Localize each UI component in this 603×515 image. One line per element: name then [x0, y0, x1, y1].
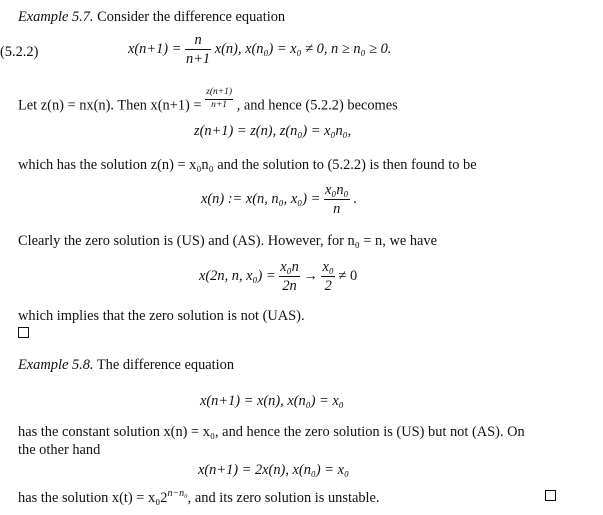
substitution-tail: , and hence (5.2.2) becomes [236, 97, 398, 114]
limit-lhs: x(2n, n, x₀) = [199, 268, 276, 285]
example-label: Example 5.7. [18, 9, 94, 25]
end-qed-square-icon [545, 490, 556, 504]
example-5-7-heading [18, 10, 285, 24]
solution-period: . [353, 191, 357, 208]
limit-equation [199, 260, 357, 294]
limit-fraction-2 [321, 260, 334, 294]
implies-text: which implies that the zero solution is not (UAS). [18, 308, 305, 324]
equation-number: (5.2.2) [0, 44, 39, 60]
substitution-fraction-numerator: z(n+1) [205, 88, 233, 100]
limit-arrow: → [303, 268, 318, 285]
substitution-text: Let z(n) = nx(n). Then x(n+1) = [18, 97, 202, 114]
eq-fraction-denominator: n+1 [186, 51, 211, 68]
limit-fraction-1 [279, 260, 300, 294]
solution-lhs: x(n) := x(n, n₀, x₀) = [201, 191, 321, 208]
final-text-start: has the solution x(t) = x₀2 [18, 490, 168, 506]
limit-fraction-2-denominator: 2 [324, 278, 332, 295]
eq-rhs: x(n), x(n₀) = x₀ ≠ 0, n ≥ n₀ ≥ 0. [214, 41, 392, 58]
final-text-end: , and its zero solution is unstable. [187, 490, 380, 506]
example-label: Example 5.8. [18, 357, 94, 373]
example-intro: The difference equation [96, 357, 235, 373]
substitution-fraction-denominator: n+1 [211, 99, 228, 110]
substitution-line [18, 88, 398, 113]
solution-fraction-numerator: x₀n₀ [324, 183, 350, 200]
doubling-equation: x(n+1) = 2x(n), x(n₀) = x₀ [198, 462, 350, 478]
limit-fraction-1-numerator: x₀n [279, 260, 300, 277]
solution-equation [201, 183, 357, 217]
final-text [18, 489, 380, 505]
constant-solution-text: has the constant solution x(n) = x₀, and hence the zero solution is (US) but not (AS). On [18, 424, 525, 440]
qed-square-icon [18, 327, 29, 341]
final-exponent: n−n₀ [167, 488, 188, 499]
clearly-text: Clearly the zero solution is (US) and (AS). However, for n₀ = n, we have [18, 233, 437, 249]
example-intro: Consider the difference equation [97, 9, 286, 25]
limit-fraction-1-denominator: 2n [282, 278, 297, 295]
solution-text: which has the solution z(n) = x₀n₀ and the solution to (5.2.2) is then found to be [18, 157, 477, 173]
limit-fraction-2-numerator: x₀ [321, 260, 334, 277]
limit-neq: ≠ 0 [338, 268, 358, 285]
constant-solution-text-continued: the other hand [18, 442, 101, 458]
substitution-fraction [205, 88, 233, 110]
eq-lhs: x(n+1) = [128, 41, 182, 58]
solution-fraction-denominator: n [333, 201, 341, 218]
eq-fraction-numerator: n [185, 33, 211, 50]
solution-fraction [324, 183, 350, 217]
z-equation: z(n+1) = z(n), z(n₀) = x₀n₀, [194, 123, 352, 139]
example-5-8-heading [18, 358, 234, 372]
constant-equation: x(n+1) = x(n), x(n₀) = x₀ [200, 393, 344, 409]
